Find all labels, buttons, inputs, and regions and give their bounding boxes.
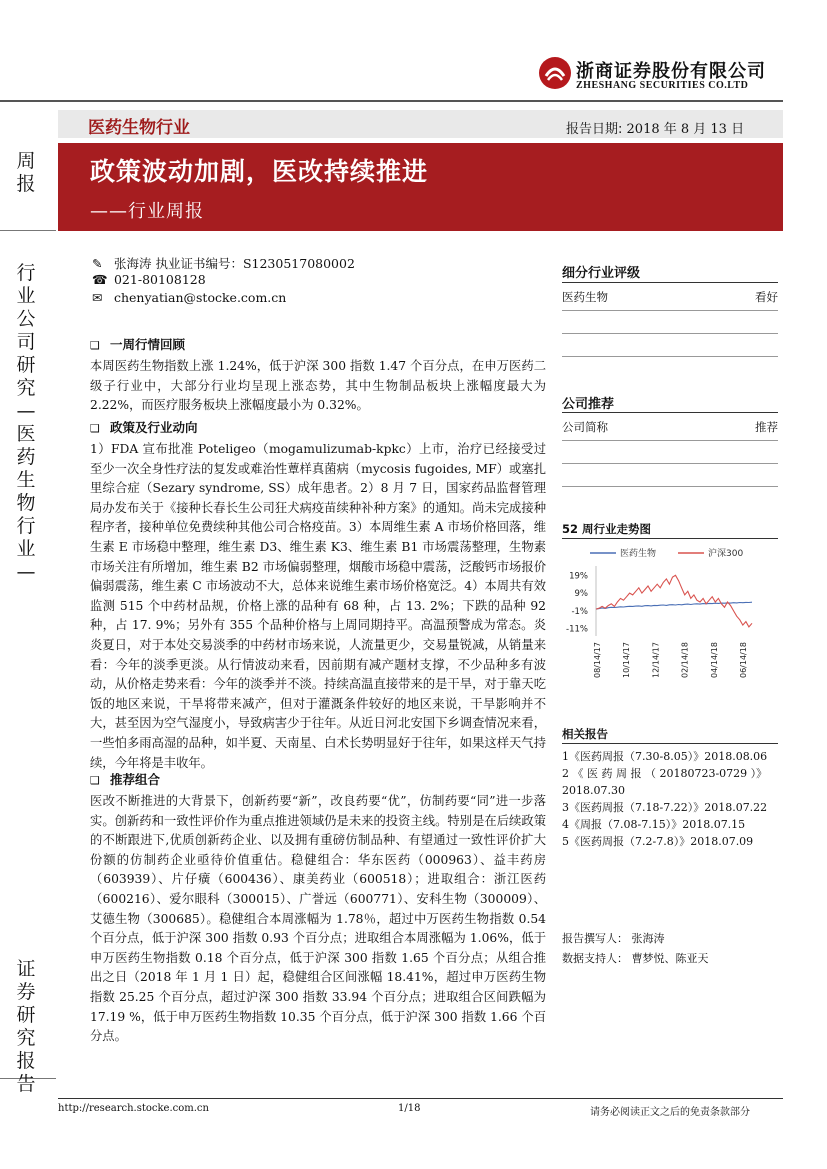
- side-label-securities: 证券研究报告: [16, 958, 36, 1095]
- checkbox-bullet-icon: ❑: [90, 774, 100, 787]
- y-tick-label: 9%: [574, 589, 588, 600]
- x-tick-label: 04/14/18: [709, 642, 719, 678]
- rating-name: 医药生物: [562, 290, 608, 304]
- x-tick-label: 10/14/17: [622, 642, 632, 678]
- data-support: 数据支持人： 曹梦悦、陈亚天: [562, 952, 709, 965]
- rating-value: 看好: [755, 290, 778, 304]
- company-rule: [562, 412, 778, 413]
- rating-row: [562, 289, 778, 305]
- report-subtitle: ——行业周报: [90, 201, 204, 222]
- header-divider: [0, 100, 783, 102]
- related-item[interactable]: 4《周报（7.08-7.15）》2018.07.15: [562, 818, 746, 831]
- author-line: [92, 254, 355, 272]
- chart-legend: [590, 547, 743, 559]
- email-line: [92, 290, 286, 305]
- related-item[interactable]: 2 《 医 药 周 报 （ 20180723-0729 ）》2018.07.30: [562, 767, 768, 797]
- side-label-weekly: 周报: [16, 150, 36, 195]
- rating-row-rule: [562, 310, 778, 311]
- chart-y-axis: [566, 566, 596, 636]
- y-tick-label: -1%: [571, 606, 588, 617]
- phone-line: [92, 272, 206, 287]
- page-number: 1/18: [398, 1103, 421, 1114]
- company-col-name: 公司简称: [562, 420, 608, 434]
- x-tick-label: 12/14/17: [651, 642, 661, 678]
- chart-series: [596, 575, 752, 627]
- section-text-policy: [90, 440, 546, 773]
- footer-url[interactable]: http://research.stocke.com.cn: [58, 1103, 209, 1114]
- legend-label: 医药生物: [620, 549, 657, 559]
- section-heading-portfolio: ❑ 推荐组合: [90, 772, 161, 787]
- related-item[interactable]: 5《医药周报（7.2-7.8）》2018.07.09: [562, 835, 754, 848]
- series-line-csi300: [596, 575, 752, 627]
- section-heading-policy: ❑ 政策及行业动向: [90, 420, 198, 435]
- legend-label: 沪深300: [708, 549, 744, 559]
- x-tick-label: 02/14/18: [680, 642, 690, 678]
- rating-rule: [562, 282, 778, 283]
- company-col-value: 推荐: [755, 420, 778, 434]
- pen-icon: ✎: [92, 256, 103, 271]
- footer-disclaimer: 请务必阅读正文之后的免责条款部分: [590, 1107, 750, 1118]
- related-item[interactable]: 1《医药周报（7.30-8.05）》2018.08.06: [562, 750, 768, 763]
- company-row: [562, 419, 778, 435]
- report-title: 政策波动加剧，医改持续推进: [90, 157, 429, 186]
- rating-row-rule: [562, 356, 778, 357]
- report-date-label: 报告日期:: [566, 122, 623, 137]
- side-divider: [0, 230, 56, 231]
- brand-name-en: ZHESHANG SECURITIES CO.LTD: [576, 80, 749, 91]
- related-item[interactable]: 3《医药周报（7.18-7.22）》2018.07.22: [562, 801, 768, 814]
- paragraph: 医改不断推进的大背景下，创新药要“新”，改良药要“优”，仿制药要“同”进一步落实。创新药和一致性评价作为重点推进领域仍是未来的投资主线。特别是在后续政策的不断跟进下,优质创新药企业、以及拥有重磅仿制品种、有望通过一致性评价扩大份额的仿制药企业亟待价值重估。稳健组合：华东医药（000963）、益丰药房（603939）、片仔癀（600436）、康美药业（600518）；进取组合：浙江医药（600216）、爱尔眼科（300015）、广誉远（600771）、安科生物（300009）、艾德生物（300685）。稳健组合本周涨幅为 1.78％，超过中万医药生物指数 0.54 个百分点，低于沪深 300 指数 0.93 个百分点；进取组合本周涨幅为 1.06%，低于申万医药生物指数 0.18 个百分点，低于沪深 300 指数 1.65 个百分点；从组合推出之日（2018 年 1 月 1 日）起，稳健组合区间涨幅 18.41%，超过申万医药生物指数 25.25 个百分点，超过沪深 300 指数 33.94 个百分点；进取组合区间跌幅为 17.19 %，低于申万医药生物指数 10.35 个百分点，低于沪深 300 指数 1.66 个百分点。: [90, 794, 546, 1044]
- paragraph: 1）FDA 宣布批准 Poteligeo（mogamulizumab-kpkc）上市，治疗已经接受过至少一次全身性疗法的复发或难治性蕈样真菌病（mycosis fugoides, MF）或塞扎里综合症（Sezary syndrome, SS）成年患者。2）8 月 7 日，国家药品监督管理局办发布关于《接种长春长生公司狂犬病疫苗续种补种方案》的通知。尚未完成接种程序者，接种单位免费续种其他公司合格疫苗。3）本周维生素 A 市场价格回落，维生素 E 市场稳中整理，维生素 D3、维生素 K3、维生素 B1 市场震荡整理，生物素市场关注有所增加，维生素 B2 市场偏弱整理，烟酸市场稳中震荡，泛酸钙市场报价偏弱震荡，维生素 C 市场波动不大，总体来说维生素市场价格宽泛。4）本周共有效监测 515 个中药材品规，价格上涨的品种有 68 种，占 13. 2%；下跌的品种 92 种，占 17. 9%；另外有 355 个品种价格与上周同期持平。高温预警成为常态。炎炎夏日，对于本处交易淡季的中药材市场来说，人流量更少，交易量锐减，从销量来看：今年的淡季更淡。从行情波动来看，因前期有减产题材支撑，不少品种多有波动，从价格走势来看：今年的淡季并不淡。持续高温直接带来的是干旱，对于靠天吃饭的地区来说，干旱将带来减产，但对于灌溉条件较好的地区来说，干旱影响并不大，甚至因为空气湿度小，导致病害少于往年。从近日河北安国下乡调查情况来看，一些怕多雨高湿的品种，如半夏、天南星、白术长势明显好于往年，如果这样天气持续，今年将是丰收年。: [90, 442, 546, 770]
- author-phone: 021-80108128: [113, 272, 206, 287]
- company-row-rule: [562, 440, 778, 441]
- company-row-rule: [562, 486, 778, 487]
- section-text-market: [90, 357, 546, 416]
- y-tick-label: 19%: [569, 571, 588, 582]
- footer-divider: [58, 1098, 783, 1099]
- section-heading-market: ❑ 一周行情回顾: [90, 337, 186, 352]
- chart-rule: [562, 538, 778, 539]
- mail-icon: ✉: [92, 290, 103, 305]
- report-date: [566, 118, 744, 137]
- x-tick-label: 08/14/17: [593, 642, 602, 678]
- industry-name: 医药生物行业: [88, 118, 190, 138]
- zheshang-logo-icon: [538, 56, 572, 90]
- side-label-industry: 行业公司研究—医药生物行业—: [16, 262, 36, 583]
- industry-trend-chart: [562, 542, 778, 682]
- checkbox-bullet-icon: ❑: [90, 339, 100, 352]
- report-writer: 报告撰写人： 张海涛: [562, 932, 665, 945]
- company-heading: 公司推荐: [562, 397, 615, 412]
- company-row-rule: [562, 463, 778, 464]
- rating-row-rule: [562, 333, 778, 334]
- related-rule: [562, 743, 778, 744]
- section-text-portfolio: [90, 792, 546, 1047]
- author-name: 张海涛 执业证书编号：S1230517080002: [113, 256, 355, 271]
- checkbox-bullet-icon: ❑: [90, 422, 100, 435]
- phone-icon: ☎: [92, 272, 108, 287]
- brand-name-cn: 浙商证券股份有限公司: [576, 61, 766, 82]
- chart-x-axis: [593, 642, 748, 678]
- related-heading: 相关报告: [562, 727, 608, 741]
- author-email: chenyatian@stocke.com.cn: [113, 290, 287, 305]
- rating-heading: 细分行业评级: [562, 266, 641, 281]
- chart-title: 52 周行业走势图: [562, 522, 652, 536]
- x-tick-label: 06/14/18: [739, 642, 748, 678]
- y-tick-label: -11%: [566, 624, 588, 635]
- related-list: [562, 748, 784, 850]
- report-date-value: 2018 年 8 月 13 日: [626, 122, 745, 137]
- paragraph: 本周医药生物指数上涨 1.24%，低于沪深 300 指数 1.47 个百分点，在申万医药二级子行业中，大部分行业均呈现上涨态势，其中生物制品板块上涨幅度最大为 2.22%，而医疗服务板块上涨幅度最小为 0.32%。: [90, 359, 546, 413]
